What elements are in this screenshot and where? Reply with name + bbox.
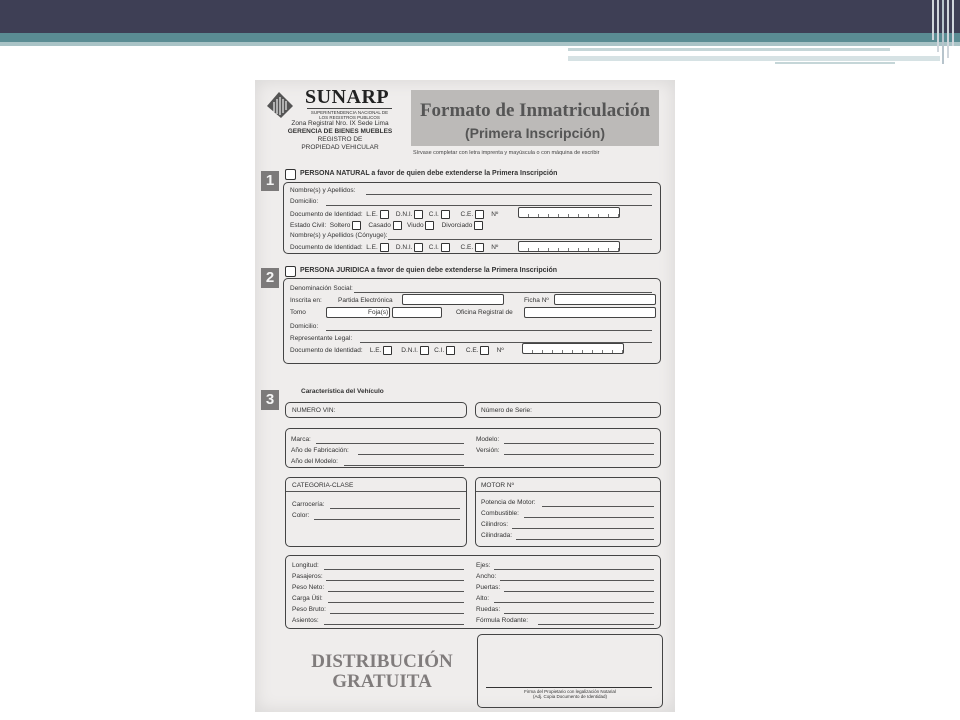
signature-caption: Firma del Propietario con legalización Notarial (Adj. Copia Documento de Identidad) [524,689,616,699]
doc-number-box-2 [518,241,620,252]
label-ruedas: Ruedas: [476,606,501,613]
label-representante: Representante Legal: [290,335,353,342]
label-conyuge: Nombre(s) y Apellidos (Cónyuge): [290,232,388,239]
label-domicilio-2: Domicilio: [290,323,319,330]
section-number-3: 3 [261,390,279,410]
section-2-checkbox [285,266,296,277]
section-1-heading: PERSONA NATURAL a favor de quien debe extenderse la Primera Inscripción [300,170,558,177]
doc-number-box-3 [522,343,624,354]
decorative-line [775,62,895,64]
label-partida: Partida Electrónica [338,297,393,304]
section-number-2: 2 [261,268,279,288]
label-domicilio: Domicilio: [290,198,319,205]
section-number-1: 1 [261,171,279,191]
brand-name: SUNARP [305,86,390,108]
scanned-form [255,80,675,712]
section-2-frame [283,278,661,364]
label-color: Color: [292,512,310,519]
label-potencia: Potencia de Motor: [481,499,536,506]
label-marca: Marca: [291,436,311,443]
oficina-box [524,307,656,318]
doc-row-2: Documento de Identidad: L.E. D.N.I. C.I. C.E. Nº [290,244,499,252]
label-puertas: Puertas: [476,584,501,591]
label-ficha: Ficha Nº [524,297,549,304]
label-longitud: Longitud: [292,562,319,569]
instructions: Sírvase completar con letra imprenta y mayúscula o con máquina de escribir [413,150,600,156]
label-oficina: Oficina Registral de [456,309,513,316]
label-carga-util: Carga Útil: [292,595,323,602]
office-info: Zona Registral Nro. IX Sede Lima GERENCIA DE BIENES MUEBLES REGISTRO DE PROPIEDAD VEHICULAR [287,120,393,151]
label-ejes: Ejes: [476,562,491,569]
label-vin: NUMERO VIN: [292,407,336,414]
label-version: Versión: [476,447,500,454]
serie-frame [475,402,661,418]
label-serie: Número de Serie: [481,407,532,414]
decorative-line [568,56,940,61]
label-tomo: Tomo [290,309,306,316]
label-categoria: CATEGORIA-CLASE [292,482,354,489]
dimensiones-frame [285,555,661,629]
form-title: Formato de Inmatriculación [419,100,651,121]
estado-civil-row: Estado Civil: Soltero Casado Viudo Divorciado [290,221,483,230]
section-2-heading: PERSONA JURIDICA a favor de quien debe extenderse la Primera Inscripción [300,267,558,274]
label-ancho: Ancho: [476,573,497,580]
label-cilindros: Cilindros: [481,521,509,528]
label-nombres: Nombre(s) y Apellidos: [290,187,356,194]
distribucion-gratuita: DISTRIBUCIÓN GRATUITA [311,651,453,692]
marca-frame [285,428,661,468]
label-pasajeros: Pasajeros: [292,573,323,580]
doc-number-box-1 [518,207,620,218]
label-cilindrada: Cilindrada: [481,532,513,539]
label-fojas: Foja(s) [368,309,389,316]
motor-frame [475,477,661,547]
categoria-frame [285,477,467,547]
sunarp-logo-icon [265,88,295,120]
slide-header-bar [0,0,960,33]
label-peso-bruto: Peso Bruto: [292,606,326,613]
vin-frame [285,402,467,418]
label-combustible: Combustible: [481,510,519,517]
ficha-box [554,294,656,305]
slide-accent-bar [0,33,960,42]
signature-box [477,634,663,708]
label-asientos: Asientos: [292,617,319,624]
doc-row-1: Documento de Identidad: L.E. D.N.I. C.I. C.E. Nº [290,211,499,219]
decorative-line [568,48,890,51]
label-denominacion: Denominación Social: [290,285,353,292]
label-inscrita: Inscrita en: [290,297,322,304]
label-carroceria: Carrocería: [292,501,325,508]
label-anio-mod: Año del Modelo: [291,458,338,465]
brand-subtitle: SUPERINTENDENCIA NACIONAL DE LOS REGISTROS PUBLICOS [307,108,392,120]
form-title-box [411,90,659,146]
label-anio-fab: Año de Fabricación: [291,447,349,454]
slide-accent-bar-light [0,42,960,46]
section-1-frame [283,182,661,254]
section-3-heading: Característica del Vehículo [301,388,384,395]
fojas-box [392,307,442,318]
label-formula: Fórmula Rodante: [476,617,529,624]
label-modelo: Modelo: [476,436,500,443]
section-1-checkbox [285,169,296,180]
label-peso-neto: Peso Neto: [292,584,325,591]
doc-row-3: Documento de Identidad: L.E. D.N.I. C.I. C.E. Nº [290,347,504,355]
label-motor: MOTOR Nº [481,482,514,489]
form-subtitle: (Primera Inscripción) [464,125,606,141]
partida-box [402,294,504,305]
label-alto: Alto: [476,595,490,602]
